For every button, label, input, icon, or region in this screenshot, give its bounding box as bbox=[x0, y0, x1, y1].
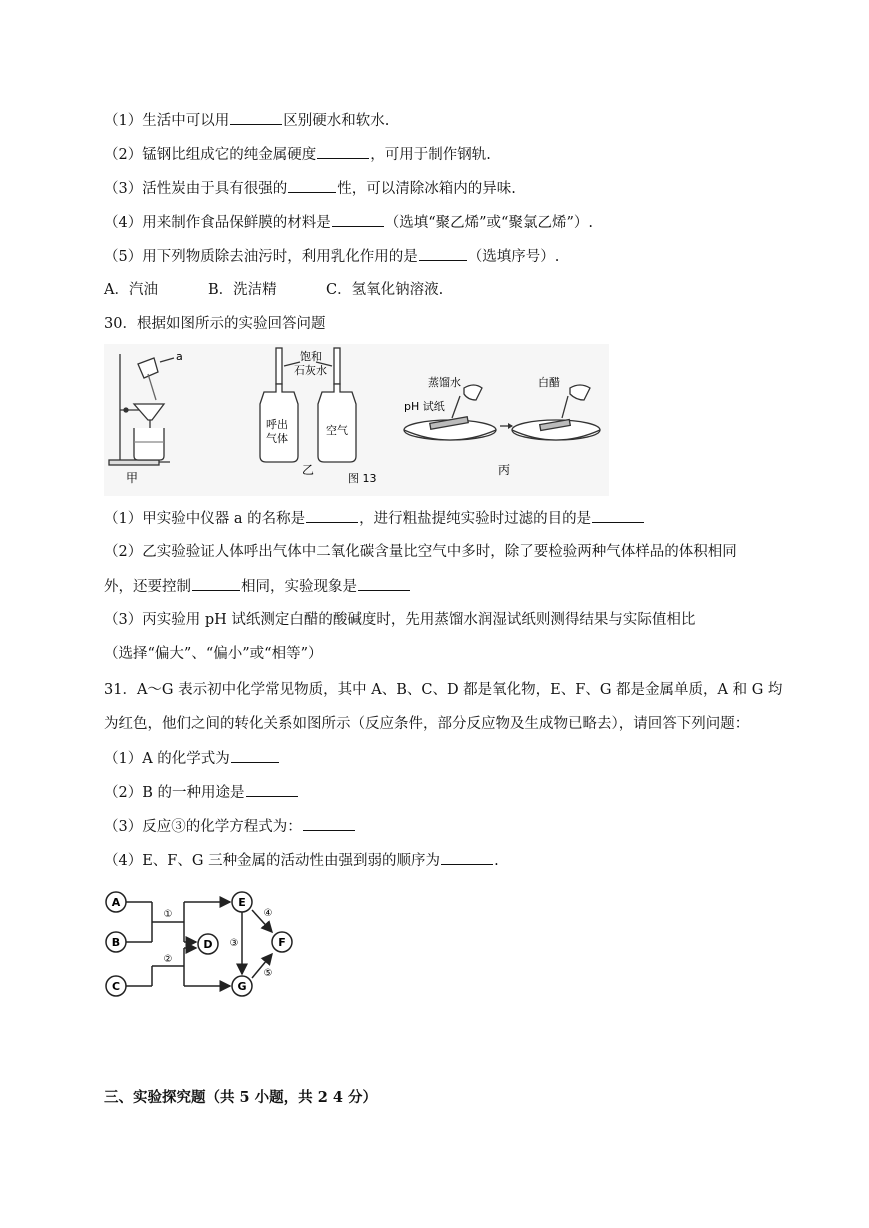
label-saturated-1: 饱和 bbox=[300, 350, 322, 363]
answer-blank bbox=[303, 816, 355, 831]
q31-item-1: （1）A 的化学式为 bbox=[104, 748, 280, 769]
answer-blank bbox=[592, 508, 644, 523]
node-c: C bbox=[111, 980, 121, 993]
q31-line2: 为红色，他们之间的转化关系如图所示（反应条件，部分反应物及生成物已略去），请回答下列问题： bbox=[104, 716, 750, 732]
option-c: C．氢氧化钠溶液. bbox=[326, 282, 444, 298]
q29-item-1: （1）生活中可以用 区别硬水和软水. bbox=[104, 110, 389, 131]
node-g: G bbox=[237, 980, 247, 993]
label-vinegar: 白醋 bbox=[538, 376, 560, 389]
q29-item-2: （2）锰钢比组成它的纯金属硬度 ，可用于制作钢轨. bbox=[104, 144, 491, 165]
label-air: 空气 bbox=[326, 424, 348, 437]
answer-blank bbox=[192, 576, 240, 591]
answer-blank bbox=[358, 576, 410, 591]
q29-item-3: （3）活性炭由于具有很强的 性，可以清除冰箱内的异味. bbox=[104, 178, 516, 199]
experiment-figure bbox=[104, 344, 609, 496]
reaction-4: ④ bbox=[263, 908, 273, 919]
q30-sub-2-line2: 外，还要控制 相同，实验现象是 bbox=[104, 576, 411, 597]
node-b: B bbox=[111, 936, 121, 949]
figure-caption: 图 13 bbox=[348, 472, 377, 485]
option-b: B．洗洁精 bbox=[208, 282, 277, 298]
reaction-2: ② bbox=[163, 954, 173, 965]
q31-item-2: （2）B 的一种用途是 bbox=[104, 782, 299, 803]
option-a: A．汽油 bbox=[104, 282, 158, 298]
reaction-1: ① bbox=[163, 909, 173, 920]
node-d: D bbox=[203, 938, 213, 951]
node-a: A bbox=[111, 896, 121, 909]
q30-sub-2-line1: （2）乙实验验证人体呼出气体中二氧化碳含量比空气中多时，除了要检验两种气体样品的体积相同 bbox=[104, 544, 737, 560]
label-exhaled-2: 气体 bbox=[266, 432, 288, 445]
answer-blank bbox=[288, 178, 336, 193]
answer-blank bbox=[419, 246, 467, 261]
q30-sub-3-line2: （选择“偏大”、“偏小”或“相等”） bbox=[104, 646, 323, 662]
q29-item-5: （5）用下列物质除去油污时，利用乳化作用的是 （选填序号）. bbox=[104, 246, 559, 267]
node-f: F bbox=[278, 936, 286, 949]
answer-blank bbox=[332, 212, 384, 227]
answer-blank bbox=[317, 144, 369, 159]
q30-sub-1: （1）甲实验中仪器 a 的名称是 ，进行粗盐提纯实验时过滤的目的是 bbox=[104, 508, 645, 529]
label-a: a bbox=[176, 350, 183, 363]
q31-item-3: （3）反应③的化学方程式为： bbox=[104, 816, 356, 837]
section-3-title: 三、实验探究题（共 5 小题，共 2 4 分） bbox=[104, 1089, 378, 1106]
reaction-3: ③ bbox=[229, 938, 239, 949]
q30-sub-3-line1: （3）丙实验用 pH 试纸测定白醋的酸碱度时，先用蒸馏水润湿试纸则测得结果与实际值相比 bbox=[104, 612, 696, 628]
reaction-diagram bbox=[100, 886, 300, 1006]
answer-blank bbox=[306, 508, 358, 523]
label-saturated-2: 石灰水 bbox=[294, 364, 327, 377]
answer-blank bbox=[441, 850, 493, 865]
q29-options bbox=[104, 280, 443, 300]
label-distilled-water: 蒸馏水 bbox=[428, 376, 461, 389]
q31-item-4: （4）E、F、G 三种金属的活动性由强到弱的顺序为 . bbox=[104, 850, 499, 871]
label-yi: 乙 bbox=[302, 463, 315, 477]
label-jia: 甲 bbox=[126, 471, 139, 485]
q29-item-4: （4）用来制作食品保鲜膜的材料是 （选填“聚乙烯”或“聚氯乙烯”）. bbox=[104, 212, 593, 233]
answer-blank bbox=[230, 110, 282, 125]
q30-title: 30．根据如图所示的实验回答问题 bbox=[104, 316, 326, 332]
answer-blank bbox=[231, 748, 279, 763]
label-exhaled-1: 呼出 bbox=[266, 418, 288, 431]
answer-blank bbox=[246, 782, 298, 797]
node-e: E bbox=[238, 896, 246, 909]
label-ph-paper: pH 试纸 bbox=[404, 400, 445, 413]
reaction-5: ⑤ bbox=[263, 968, 273, 979]
label-bing: 丙 bbox=[498, 463, 511, 477]
q31-line1: 31．A～G 表示初中化学常见物质，其中 A、B、C、D 都是氧化物，E、F、G 都是金属单质，A 和 G 均 bbox=[104, 682, 783, 698]
